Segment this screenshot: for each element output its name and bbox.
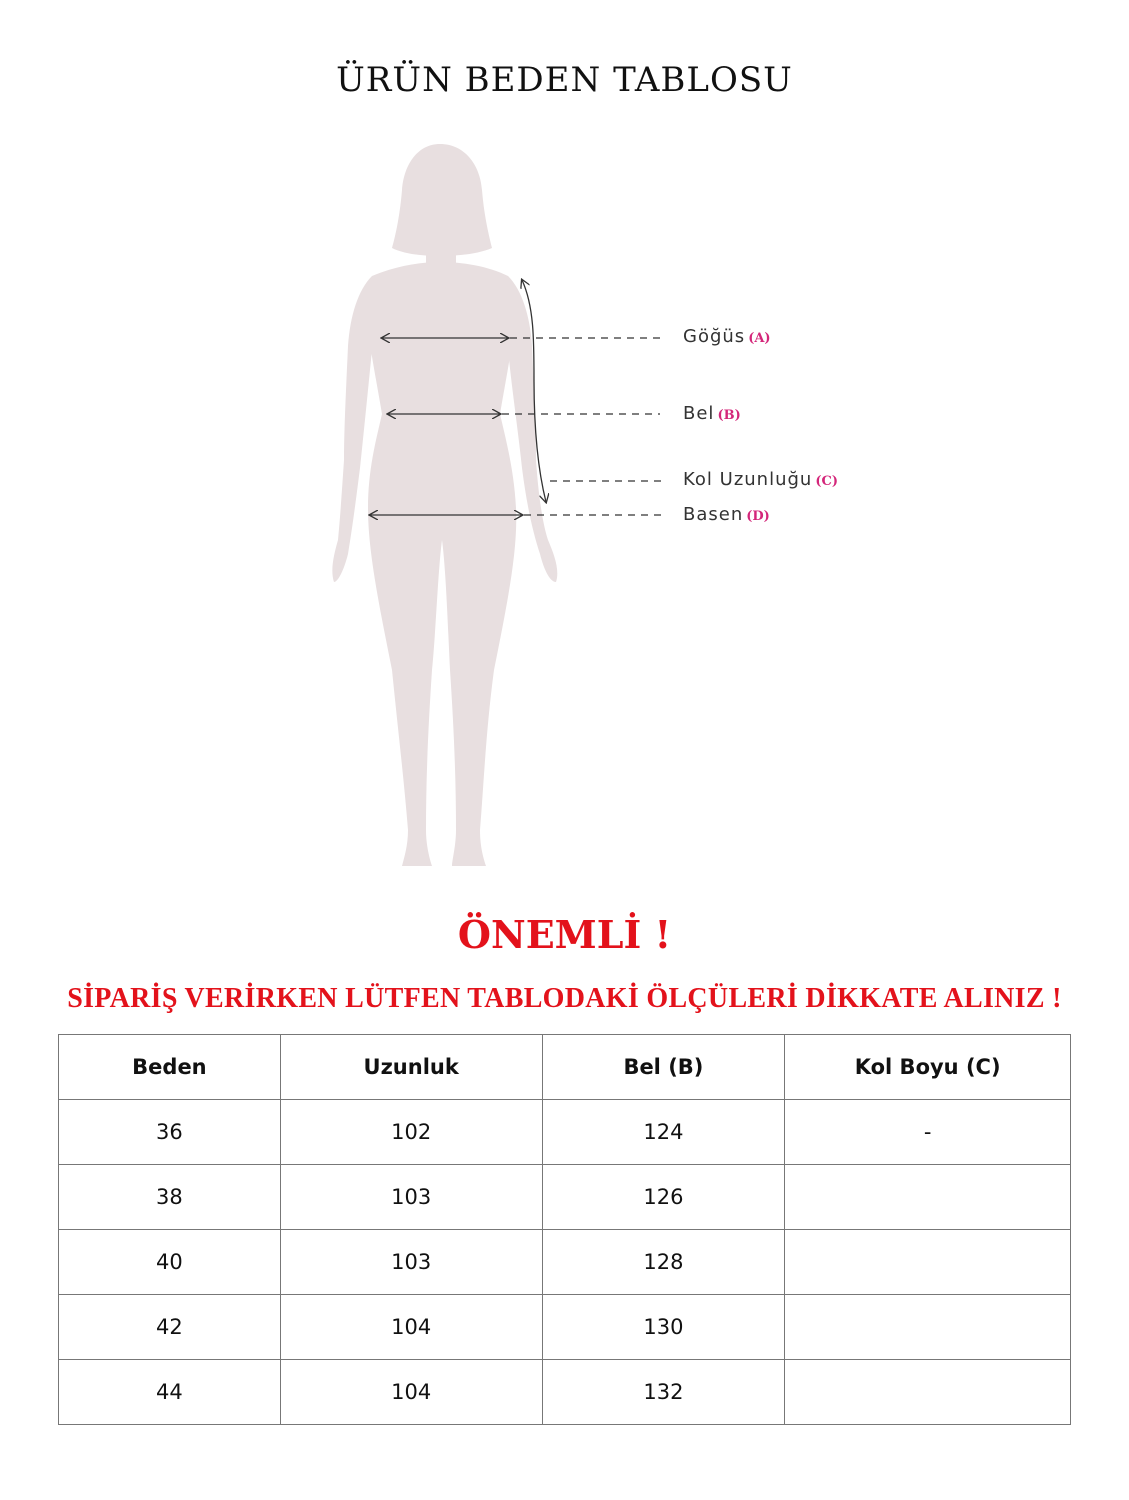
table-row [59, 1360, 1071, 1425]
cell-waist: 124 [542, 1100, 785, 1165]
cell-length: 104 [280, 1360, 542, 1425]
cell-size: 42 [59, 1295, 281, 1360]
cell-size: 36 [59, 1100, 281, 1165]
cell-waist: 132 [542, 1360, 785, 1425]
measure-label-sleeve [683, 469, 838, 490]
page-title: ÜRÜN BEDEN TABLOSU [336, 60, 793, 100]
column-header-length: Uzunluk [280, 1035, 542, 1100]
measure-code: (C) [815, 474, 838, 489]
cell-sleeve [785, 1230, 1071, 1295]
measure-label-text: Basen [683, 504, 744, 525]
table-row [59, 1295, 1071, 1360]
cell-size: 38 [59, 1165, 281, 1230]
cell-length: 104 [280, 1295, 542, 1360]
cell-size: 40 [59, 1230, 281, 1295]
measure-code: (B) [717, 408, 741, 423]
measure-label-chest [683, 326, 771, 347]
cell-length: 103 [280, 1165, 542, 1230]
order-notice: SİPARİŞ VERİRKEN LÜTFEN TABLODAKİ ÖLÇÜLERİ DİKKATE ALINIZ ! [67, 983, 1062, 1014]
cell-sleeve [785, 1165, 1071, 1230]
cell-sleeve: - [785, 1100, 1071, 1165]
important-heading: ÖNEMLİ ! [457, 912, 672, 957]
body-measurement-figure [0, 130, 1129, 890]
measure-label-hip [683, 504, 770, 525]
cell-sleeve [785, 1360, 1071, 1425]
cell-size: 44 [59, 1360, 281, 1425]
table-row [59, 1165, 1071, 1230]
cell-waist: 130 [542, 1295, 785, 1360]
cell-waist: 126 [542, 1165, 785, 1230]
cell-waist: 128 [542, 1230, 785, 1295]
cell-length: 103 [280, 1230, 542, 1295]
column-header-sleeve: Kol Boyu (C) [785, 1035, 1071, 1100]
table-row [59, 1230, 1071, 1295]
measure-code: (A) [748, 331, 771, 346]
body-silhouette-illustration [0, 130, 1129, 890]
cell-length: 102 [280, 1100, 542, 1165]
measure-label-text: Kol Uzunluğu [683, 469, 813, 490]
measure-code: (D) [746, 509, 770, 524]
column-header-waist: Bel (B) [542, 1035, 785, 1100]
table-header-row [59, 1035, 1071, 1100]
measure-label-waist [683, 403, 741, 424]
column-header-size: Beden [59, 1035, 281, 1100]
measure-label-text: Göğüs [683, 326, 746, 347]
cell-sleeve [785, 1295, 1071, 1360]
measure-label-text: Bel [683, 403, 715, 424]
woman-silhouette-icon [332, 144, 557, 866]
table-row [59, 1100, 1071, 1165]
size-table [58, 1034, 1071, 1425]
